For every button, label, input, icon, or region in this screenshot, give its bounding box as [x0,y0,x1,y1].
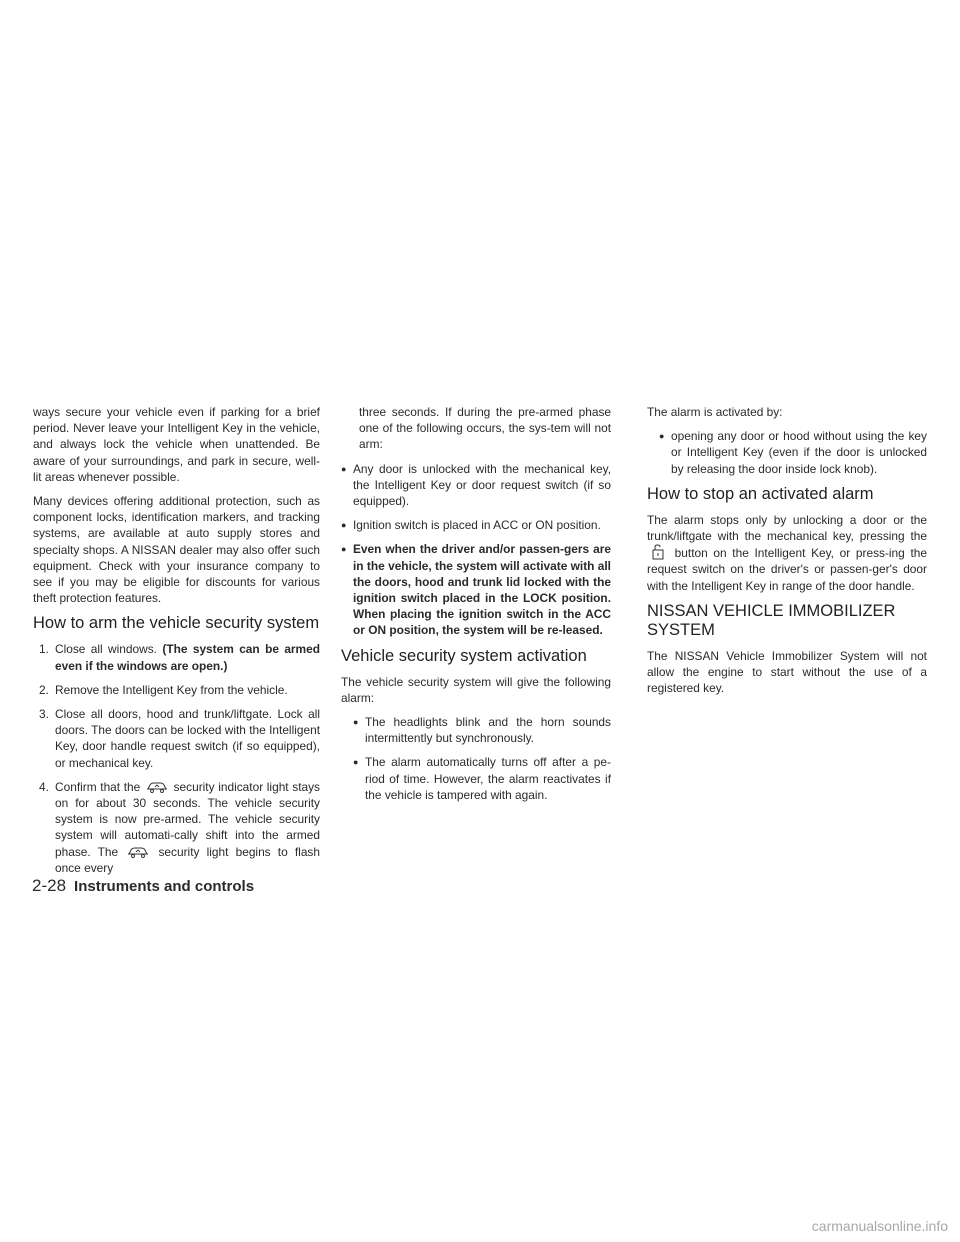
step-number: 2. [39,682,49,697]
car-security-icon [146,780,168,794]
page-footer [32,876,254,896]
step-item [39,682,320,698]
bullet-icon: ● [341,520,347,531]
unlock-icon [649,544,667,560]
bullet-text: The headlights blink and the horn sounds intermittently but synchronously. [365,715,611,746]
paragraph-text: The alarm stops only by unlocking a door or the trunk/liftgate with the mechanical key, pressing the [647,512,927,544]
step-item [39,779,320,876]
bullet-item [341,541,611,638]
bullet-text: opening any door or hood without using the key or Intelligent Key (even if the door is unlocked by releasing the door inside lock knob). [671,429,927,476]
paragraph: The alarm is activated by: [647,405,783,419]
bullet-text: The alarm automatically turns off after a pe-riod of time. However, the alarm reactivates if the vehicle is tampered with again. [365,755,611,802]
paragraph: Many devices offering additional protection, such as component locks, identification markers, and tracking systems, are available at auto supply stores and specialty shops. A NISSAN dealer may also offer such equipment. Check with your insurance company to see if you may be eligible for discounts for various theft protection features. [33,494,320,606]
bullet-item [341,461,611,510]
bullet-item [353,754,611,803]
bullet-item [659,428,927,477]
bullet-icon: ● [341,544,347,555]
page-number: 2-28 [32,876,67,895]
bullet-icon: ● [659,431,665,442]
paragraph-text: button on the Intelligent Key, or press-ing the request switch on the driver's or passen-ger's door with the Intelligent Key in range of the door handle. [647,546,927,593]
bullet-icon: ● [341,463,347,474]
section-heading: How to arm the vehicle security system [33,614,320,633]
paragraph [647,512,927,594]
column-left [33,404,320,884]
paragraph: The vehicle security system will give the following alarm: [341,674,611,705]
step-text: security light begins to flash once every [55,844,320,875]
bullet-text: Even when the driver and/or passen-gers are in the vehicle, the system will activate with all the doors, hood and trunk lid locked with the ignition switch placed in the LOCK position. When placing the ignition switch in the ACC or ON position, the system will be re-leased. [353,542,611,638]
bullet-text: Ignition switch is placed in ACC or ON position. [353,518,601,533]
car-security-icon [127,845,149,859]
step-text: Close all windows. [55,642,157,657]
bullet-icon: ● [353,757,359,768]
step-number: 1. [39,642,49,657]
step-number: 4. [39,779,49,794]
step-note: (The system can be armed even if the windows are open.) [55,642,321,673]
bullet-text: Any door is unlocked with the mechanical key, the Intelligent Key or door request switch (if so equipped). [353,461,611,509]
paragraph: ways secure your vehicle even if parking for a brief period. Never leave your Intelligent Key in the vehicle, and always lock the vehicle when unattended. Be aware of your surroundings, and park in secure, well-lit areas whenever possible. [33,405,320,484]
watermark: carmanualsonline.info [811,1218,948,1234]
step-item [39,706,320,771]
step-item [39,641,320,673]
section-heading: Vehicle security system activation [341,646,587,665]
bullet-item [353,714,611,746]
step-text: Remove the Intelligent Key from the vehicle. [55,682,288,697]
bullet-item [341,517,611,533]
step-number: 3. [39,707,49,722]
column-right [647,404,927,704]
bullet-icon: ● [353,717,359,728]
section-heading: NISSAN VEHICLE IMMOBILIZER SYSTEM [647,601,896,639]
step-text: Confirm that the [55,779,141,794]
section-title: Instruments and controls [74,878,255,895]
paragraph: The NISSAN Vehicle Immobilizer System will not allow the engine to start without the use of a registered key. [647,648,927,696]
section-heading: How to stop an activated alarm [647,484,874,503]
step-text: security indicator light stays on for about 30 seconds. The vehicle security system is now pre-armed. The vehicle security system will automati-cally shift into the armed phase. The [55,779,321,859]
step-text: Close all doors, hood and trunk/liftgate. Lock all doors. The doors can be locked with the Intelligent Key, door handle request switch (if so equipped), or mechanical key. [55,707,320,770]
paragraph: three seconds. If during the pre-armed phase one of the following occurs, the sys-tem will not arm: [359,405,611,452]
column-middle [341,404,611,811]
